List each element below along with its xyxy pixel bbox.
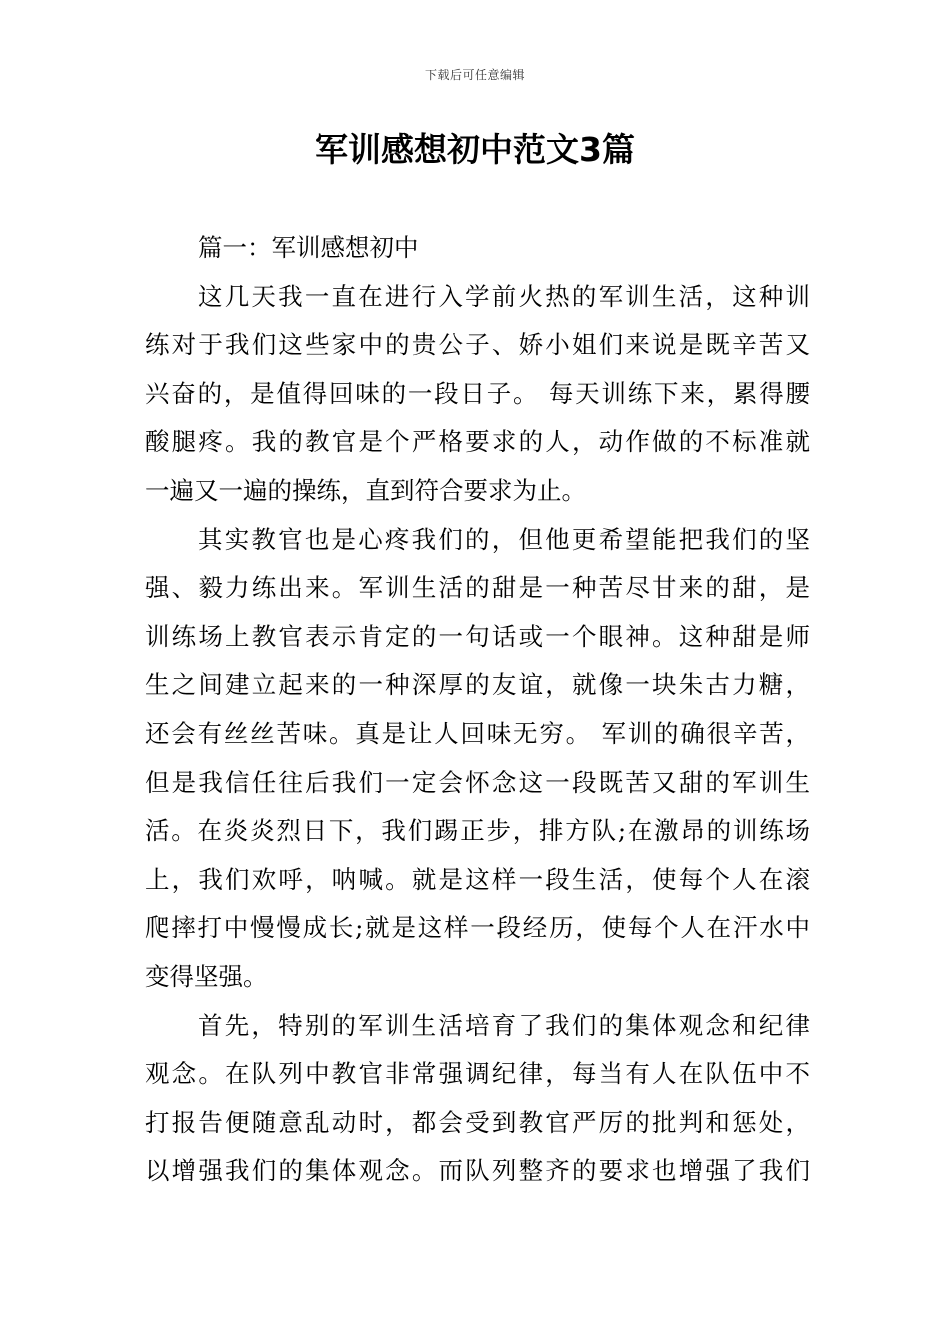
paragraph-line: 以增强我们的集体观念。而队列整齐的要求也增强了我们 <box>145 1156 810 1186</box>
paragraph-line: 这几天我一直在进行入学前火热的军训生活，这种训 <box>198 281 810 311</box>
paragraph-line: 兴奋的，是值得回味的一段日子。 每天训练下来，累得腰 <box>145 378 810 408</box>
paragraph-line: 其实教官也是心疼我们的，但他更希望能把我们的坚 <box>198 524 810 554</box>
paragraph-line: 变得坚强。 <box>145 961 268 991</box>
paragraph-line: 一遍又一遍的操练，直到符合要求为止。 <box>145 475 586 505</box>
paragraph-line: 还会有丝丝苦味。真是让人回味无穷。 军训的确很辛苦， <box>145 718 810 748</box>
paragraph-line: 训练场上教官表示肯定的一句话或一个眼神。这种甜是师 <box>145 621 810 651</box>
paragraph-line: 打报告便随意乱动时，都会受到教官严厉的批判和惩处， <box>145 1107 810 1137</box>
paragraph-line: 强、毅力练出来。军训生活的甜是一种苦尽甘来的甜，是 <box>145 573 810 603</box>
paragraph-line: 观念。在队列中教官非常强调纪律，每当有人在队伍中不 <box>145 1059 810 1089</box>
paragraph-line: 生之间建立起来的一种深厚的友谊，就像一块朱古力糖， <box>145 670 810 700</box>
paragraph-line: 活。在炎炎烈日下，我们踢正步，排方队;在激昂的训练场 <box>145 816 810 846</box>
paragraph-line: 但是我信任往后我们一定会怀念这一段既苦又甜的军训生 <box>145 767 810 797</box>
section-heading: 篇一：军训感想初中 <box>198 233 419 262</box>
paragraph-3 <box>145 1002 810 1196</box>
document-title: 军训感想初中范文3篇 <box>315 130 635 169</box>
paragraph-2 <box>145 516 810 1002</box>
paragraph-line: 首先，特别的军训生活培育了我们的集体观念和纪律 <box>198 1010 810 1040</box>
document-body <box>145 224 810 1196</box>
paragraph-line: 爬摔打中慢慢成长;就是这样一段经历，使每个人在汗水中 <box>145 913 810 943</box>
header-note: 下载后可任意编辑 <box>424 68 525 82</box>
paragraph-line: 酸腿疼。我的教官是个严格要求的人，动作做的不标准就 <box>145 427 810 457</box>
paragraph-line: 练对于我们这些家中的贵公子、娇小姐们来说是既辛苦又 <box>145 330 810 360</box>
paragraph-line: 上，我们欢呼，呐喊。就是这样一段生活，使每个人在滚 <box>145 864 810 894</box>
paragraph-1 <box>145 273 810 516</box>
